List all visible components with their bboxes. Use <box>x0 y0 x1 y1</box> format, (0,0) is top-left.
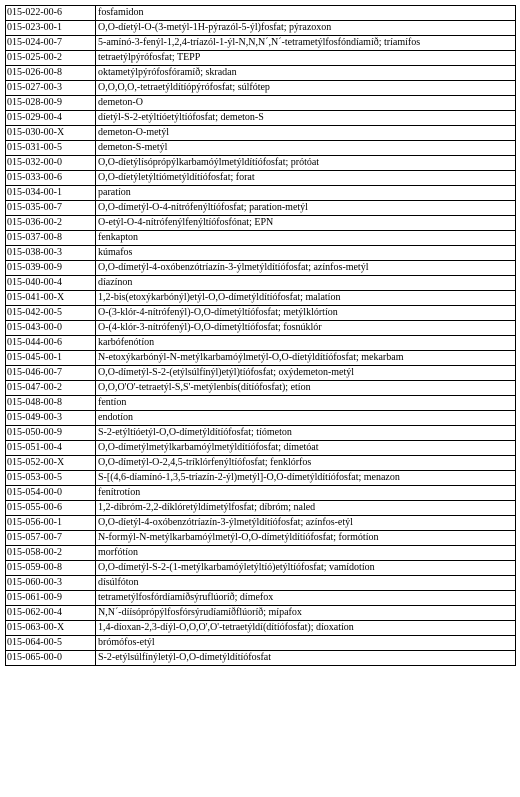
table-row <box>6 576 516 591</box>
table-row <box>6 531 516 546</box>
index-number-cell: 015-024-00-7 <box>6 36 96 51</box>
index-number-cell: 015-023-00-1 <box>6 21 96 36</box>
table-row <box>6 261 516 276</box>
table-row <box>6 36 516 51</box>
table-row <box>6 321 516 336</box>
substance-name-cell: fosfamidon <box>96 6 516 21</box>
substance-name-cell: N-etoxýkarbónýl-N-metýlkarbamóýlmetýl-O,O-díetýldítíófosfat; mekarbam <box>96 351 516 366</box>
index-number-cell: 015-028-00-9 <box>6 96 96 111</box>
index-number-cell: 015-022-00-6 <box>6 6 96 21</box>
substance-name-cell: fentíon <box>96 396 516 411</box>
table-row <box>6 486 516 501</box>
index-number-cell: 015-033-00-6 <box>6 171 96 186</box>
index-number-cell: 015-025-00-2 <box>6 51 96 66</box>
table-row <box>6 426 516 441</box>
table-row <box>6 216 516 231</box>
index-number-cell: 015-027-00-3 <box>6 81 96 96</box>
substance-name-cell: 1,2-díbróm-2,2-díklóretýldímetýlfosfat; díbróm; naled <box>96 501 516 516</box>
table-row <box>6 306 516 321</box>
table-row <box>6 411 516 426</box>
table-row <box>6 591 516 606</box>
table-row <box>6 561 516 576</box>
substance-name-cell: O,O-díetýl-O-(3-metýl-1H-pýrazól-5-ýl)fosfat; pýrazoxon <box>96 21 516 36</box>
substance-table <box>5 5 516 666</box>
table-row <box>6 156 516 171</box>
index-number-cell: 015-035-00-7 <box>6 201 96 216</box>
table-row <box>6 516 516 531</box>
index-number-cell: 015-052-00-X <box>6 456 96 471</box>
table-row <box>6 96 516 111</box>
index-number-cell: 015-030-00-X <box>6 126 96 141</box>
index-number-cell: 015-046-00-7 <box>6 366 96 381</box>
substance-name-cell: O,O-díetýletýltíómetýldítíófosfat; forat <box>96 171 516 186</box>
index-number-cell: 015-036-00-2 <box>6 216 96 231</box>
table-row <box>6 111 516 126</box>
substance-name-cell: O,O-dímetýl-O-4-nítrófenýltíófosfat; paratíon-metýl <box>96 201 516 216</box>
index-number-cell: 015-039-00-9 <box>6 261 96 276</box>
substance-name-cell: demeton-S-metýl <box>96 141 516 156</box>
index-number-cell: 015-053-00-5 <box>6 471 96 486</box>
substance-name-cell: brómófos-etýl <box>96 636 516 651</box>
index-number-cell: 015-048-00-8 <box>6 396 96 411</box>
index-number-cell: 015-057-00-7 <box>6 531 96 546</box>
table-row <box>6 201 516 216</box>
table-row <box>6 606 516 621</box>
substance-name-cell: fenkapton <box>96 231 516 246</box>
table-row <box>6 6 516 21</box>
index-number-cell: 015-031-00-5 <box>6 141 96 156</box>
substance-name-cell: O,O-dímetýlmetýlkarbamóýlmetýldítíófosfat; dímetóat <box>96 441 516 456</box>
table-row <box>6 186 516 201</box>
table-row <box>6 381 516 396</box>
table-row <box>6 546 516 561</box>
index-number-cell: 015-063-00-X <box>6 621 96 636</box>
substance-name-cell: S-2-etýltíóetýl-O,O-dímetýldítíófosfat; tíómeton <box>96 426 516 441</box>
table-row <box>6 456 516 471</box>
substance-name-cell: 1,4-díoxan-2,3-díýl-O,O,O',O'-tetraetýldí(dítíófosfat); díoxatíon <box>96 621 516 636</box>
substance-name-cell: morfótíon <box>96 546 516 561</box>
table-row <box>6 651 516 666</box>
index-number-cell: 015-055-00-6 <box>6 501 96 516</box>
table-row <box>6 171 516 186</box>
table-row <box>6 21 516 36</box>
substance-name-cell: 1,2-bis(etoxýkarbónýl)etýl-O,O-dímetýldítíófosfat; malatíon <box>96 291 516 306</box>
substance-name-cell: O-etýl-O-4-nítrófenýlfenýltíófosfónat; EPN <box>96 216 516 231</box>
index-number-cell: 015-058-00-2 <box>6 546 96 561</box>
index-number-cell: 015-026-00-8 <box>6 66 96 81</box>
substance-name-cell: O,O-dímetýl-S-2-(etýlsúlfínýl)etýl)tíófosfat; oxýdemeton-metýl <box>96 366 516 381</box>
substance-name-cell: O,O-dímetýl-S-2-(1-metýlkarbamóýletýltíó)etýltíófosfat; vamídotíon <box>96 561 516 576</box>
substance-name-cell: paratíon <box>96 186 516 201</box>
substance-name-cell: dísúlfóton <box>96 576 516 591</box>
table-row <box>6 141 516 156</box>
table-row <box>6 366 516 381</box>
substance-name-cell: N-formýl-N-metýlkarbamóýlmetýl-O,O-dímetýldítíófosfat; formótíon <box>96 531 516 546</box>
index-number-cell: 015-038-00-3 <box>6 246 96 261</box>
substance-name-cell: díetýl-S-2-etýltíóetýltíófosfat; demeton-S <box>96 111 516 126</box>
index-number-cell: 015-054-00-0 <box>6 486 96 501</box>
index-number-cell: 015-051-00-4 <box>6 441 96 456</box>
substance-name-cell: karbófenótíon <box>96 336 516 351</box>
table-row <box>6 471 516 486</box>
substance-name-cell: díazínon <box>96 276 516 291</box>
index-number-cell: 015-045-00-1 <box>6 351 96 366</box>
substance-name-cell: O,O-dímetýl-O-2,4,5-tríklórfenýltíófosfat; fenklórfos <box>96 456 516 471</box>
index-number-cell: 015-032-00-0 <box>6 156 96 171</box>
index-number-cell: 015-059-00-8 <box>6 561 96 576</box>
index-number-cell: 015-056-00-1 <box>6 516 96 531</box>
table-row <box>6 81 516 96</box>
table-row <box>6 396 516 411</box>
substance-name-cell: S-2-etýlsúlfínýletýl-O,O-dímetýldítíófosfat <box>96 651 516 666</box>
substance-name-cell: O-(4-klór-3-nítrófenýl)-O,O-dímetýltíófosfat; fosnúklór <box>96 321 516 336</box>
table-row <box>6 291 516 306</box>
index-number-cell: 015-065-00-0 <box>6 651 96 666</box>
index-number-cell: 015-062-00-4 <box>6 606 96 621</box>
table-row <box>6 126 516 141</box>
index-number-cell: 015-050-00-9 <box>6 426 96 441</box>
index-number-cell: 015-037-00-8 <box>6 231 96 246</box>
substance-name-cell: O,O-dímetýl-4-oxóbenzótríazín-3-ýlmetýldítíófosfat; azínfos-metýl <box>96 261 516 276</box>
substance-table-body <box>6 6 516 666</box>
substance-name-cell: oktametýlpýrófosfóramíð; skradan <box>96 66 516 81</box>
table-row <box>6 66 516 81</box>
table-row <box>6 276 516 291</box>
substance-name-cell: O-(3-klór-4-nítrófenýl)-O,O-dímetýltíófosfat; metýlklórtíon <box>96 306 516 321</box>
table-row <box>6 636 516 651</box>
index-number-cell: 015-040-00-4 <box>6 276 96 291</box>
table-row <box>6 501 516 516</box>
index-number-cell: 015-044-00-6 <box>6 336 96 351</box>
table-row <box>6 351 516 366</box>
index-number-cell: 015-041-00-X <box>6 291 96 306</box>
substance-name-cell: kúmafos <box>96 246 516 261</box>
table-row <box>6 336 516 351</box>
index-number-cell: 015-060-00-3 <box>6 576 96 591</box>
index-number-cell: 015-064-00-5 <box>6 636 96 651</box>
substance-name-cell: fenítrotíon <box>96 486 516 501</box>
table-row <box>6 246 516 261</box>
substance-name-cell: tetraetýlpýrófosfat; TEPP <box>96 51 516 66</box>
index-number-cell: 015-034-00-1 <box>6 186 96 201</box>
table-row <box>6 441 516 456</box>
substance-name-cell: O,O,O,O,-tetraetýldítíópýrófosfat; súlfótep <box>96 81 516 96</box>
index-number-cell: 015-042-00-5 <box>6 306 96 321</box>
substance-name-cell: demeton-O-metýl <box>96 126 516 141</box>
substance-name-cell: endotíon <box>96 411 516 426</box>
substance-name-cell: O,O-díetýl-4-oxóbenzótríazín-3-ýlmetýldítíófosfat; azínfos-etýl <box>96 516 516 531</box>
substance-name-cell: O,O-díetýlísóprópýlkarbamóýlmetýldítíófosfat; prótóat <box>96 156 516 171</box>
substance-name-cell: 5-amínó-3-fenýl-1,2,4-tríazól-1-ýl-N,N,N´,N´-tetrametýlfosfóndíamíð; tríamífos <box>96 36 516 51</box>
table-row <box>6 621 516 636</box>
index-number-cell: 015-043-00-0 <box>6 321 96 336</box>
substance-name-cell: tetrametýlfosfórdíamíðsýruflúoríð; dímefox <box>96 591 516 606</box>
index-number-cell: 015-047-00-2 <box>6 381 96 396</box>
table-row <box>6 231 516 246</box>
substance-name-cell: S-[(4,6-díamínó-1,3,5-tríazín-2-ýl)metýl]-O,O-dímetýldítíófosfat; menazon <box>96 471 516 486</box>
substance-name-cell: demeton-O <box>96 96 516 111</box>
index-number-cell: 015-049-00-3 <box>6 411 96 426</box>
substance-name-cell: N,N´-díísóprópýlfosfórsýrudíamíðflúoríð; mípafox <box>96 606 516 621</box>
table-row <box>6 51 516 66</box>
index-number-cell: 015-029-00-4 <box>6 111 96 126</box>
substance-name-cell: O,O,O'O'-tetraetýl-S,S'-metýlenbís(dítíófosfat); etíon <box>96 381 516 396</box>
index-number-cell: 015-061-00-9 <box>6 591 96 606</box>
